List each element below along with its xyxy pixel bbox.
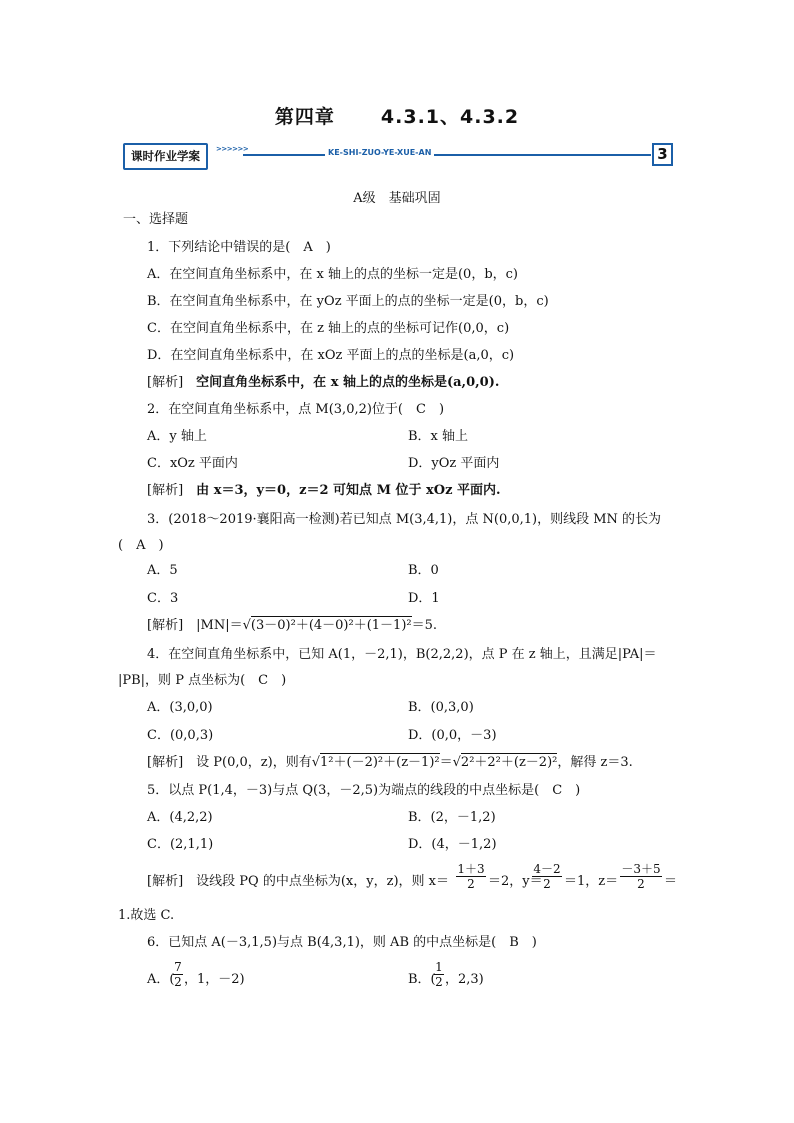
fraction-2-denominator: 2 [543,877,551,891]
analysis-text-a: 设线段 PQ 的中点坐标为(x，y，z)，则 x＝ [196,874,449,889]
q2-analysis [147,482,501,500]
fraction-2 [532,862,562,891]
fraction-3 [620,862,662,891]
lesson-number-badge: 3 [652,143,673,166]
q1-option-b: B．在空间直角坐标系中，在 yOz 平面上的点的坐标一定是(0，b，c) [147,294,549,309]
q1-stem: 1．下列结论中错误的是( A ) [147,240,331,255]
q2-stem: 2．在空间直角坐标系中，点 M(3,0,2)位于( C ) [147,402,445,417]
q5-option-b: B．(2，－1,2) [408,810,496,825]
q5-option-c: C．(2,1,1) [147,837,214,852]
option-a-denominator: 2 [174,975,182,989]
q1-option-d: D．在空间直角坐标系中，在 xOz 平面上的点的坐标是(a,0，c) [147,348,515,363]
q5-stem: 5．以点 P(1,4，－3)与点 Q(3，－2,5)为端点的线段的中点坐标是( C ) [147,783,581,798]
q2-option-b: B．x 轴上 [408,429,469,444]
q1-option-a: A．在空间直角坐标系中，在 x 轴上的点的坐标一定是(0，b，c) [147,267,519,282]
q4-analysis: [解析] 设 P(0,0，z)，则有√1²＋(－2)²＋(z－1)²＝√2²＋2²＋(z－2)²，解得 z＝3. [147,755,633,770]
q5-analysis-line2: 1.故选 C. [118,908,175,923]
section-title: 一、选择题 [123,212,189,227]
page-title [0,102,794,129]
homework-banner [123,143,679,167]
sqrt-expression: (3－0)²＋(4－0)²＋(1－1)² [250,618,412,633]
q3-option-a: A．5 [147,563,178,578]
q4-stem-line1: 4．在空间直角坐标系中，已知 A(1，－2,1)，B(2,2,2)，点 P 在 z 轴上，且满足|PA|＝ [147,647,657,662]
option-b-numerator: 1 [435,960,443,974]
q4-option-c: C．(0,0,3) [147,728,214,743]
q4-stem-line2: |PB|，则 P 点坐标为( C ) [118,673,287,688]
analysis-text-b: ＝2，y＝ [488,874,543,889]
analysis-text-b: ，解得 z＝3. [557,755,633,770]
banner-label: 课时作业学案 [123,143,208,170]
fraction-3-denominator: 2 [637,877,645,891]
q2-option-a: A．y 轴上 [147,429,207,444]
q5-analysis-line1 [147,873,449,891]
option-b-denominator: 2 [435,975,443,989]
fraction-1 [456,862,486,891]
analysis-tag: [解析] [147,874,184,889]
banner-pinyin: KE-SHI-ZUO-YE-XUE-AN [325,148,434,157]
q3-option-c: C．3 [147,591,179,606]
analysis-text-d: ＝ [664,874,678,889]
sqrt-expression-1: 1²＋(－2)²＋(z－1)² [320,755,440,770]
q5-option-a: A．(4,2,2) [147,810,213,825]
analysis-text-c: ＝1，z＝ [564,874,619,889]
fraction-2-numerator: 4－2 [533,862,561,876]
q5-option-d: D．(4，－1,2) [408,837,497,852]
fraction-1-denominator: 2 [467,877,475,891]
option-a-prefix: A．( [147,972,175,987]
analysis-tag: [解析] [147,618,184,633]
fraction-1-numerator: 1＋3 [457,862,485,876]
analysis-lhs: |MN|＝ [196,618,243,633]
analysis-text: 由 x＝3，y＝0，z＝2 可知点 M 位于 xOz 平面内. [196,483,501,498]
section-numbers: 4.3.1、4.3.2 [380,106,520,128]
option-b-prefix: B．( [408,972,436,987]
banner-arrows-icon: >>>>>> [216,145,249,153]
q4-option-d: D．(0,0，－3) [408,728,497,743]
option-b-suffix: ，2,3) [445,972,484,987]
option-b-fraction [434,960,444,989]
q3-option-b: B．0 [408,563,439,578]
option-a-numerator: 7 [174,960,182,974]
analysis-text: 空间直角坐标系中，在 x 轴上的点的坐标是(a,0,0). [196,375,500,390]
q3-analysis: [解析] |MN|＝√(3－0)²＋(4－0)²＋(1－1)²＝5. [147,618,438,633]
analysis-tag: [解析] [147,755,184,770]
q1-option-c: C．在空间直角坐标系中，在 z 轴上的点的坐标可记作(0,0，c) [147,321,510,336]
fraction-3-numerator: －3＋5 [621,862,661,876]
q3-option-d: D．1 [408,591,440,606]
analysis-eq: ＝ [439,755,453,770]
q1-analysis [147,374,499,392]
q2-option-c: C．xOz 平面内 [147,456,238,471]
q4-option-b: B．(0,3,0) [408,700,474,715]
analysis-rhs: ＝5. [411,618,438,633]
option-a-fraction [173,960,183,989]
sqrt-expression-2: 2²＋2²＋(z－2)² [460,755,558,770]
q3-stem-line2: ( A ) [118,538,164,553]
q6-stem: 6．已知点 A(－3,1,5)与点 B(4,3,1)，则 AB 的中点坐标是( B ) [147,935,537,950]
q3-stem-line1: 3．(2018～2019·襄阳高一检测)若已知点 M(3,4,1)，点 N(0,0,1)，则线段 MN 的长为 [147,512,662,527]
q2-option-d: D．yOz 平面内 [408,456,500,471]
analysis-text-a: 设 P(0,0，z)，则有 [196,755,312,770]
level-title: A级 基础巩固 [353,191,441,206]
banner-line [243,154,651,156]
analysis-tag: [解析] [147,483,184,498]
analysis-tag: [解析] [147,375,184,390]
chapter-label: 第四章 [274,106,335,128]
q4-option-a: A．(3,0,0) [147,700,213,715]
option-a-suffix: ，1，－2) [184,972,245,987]
